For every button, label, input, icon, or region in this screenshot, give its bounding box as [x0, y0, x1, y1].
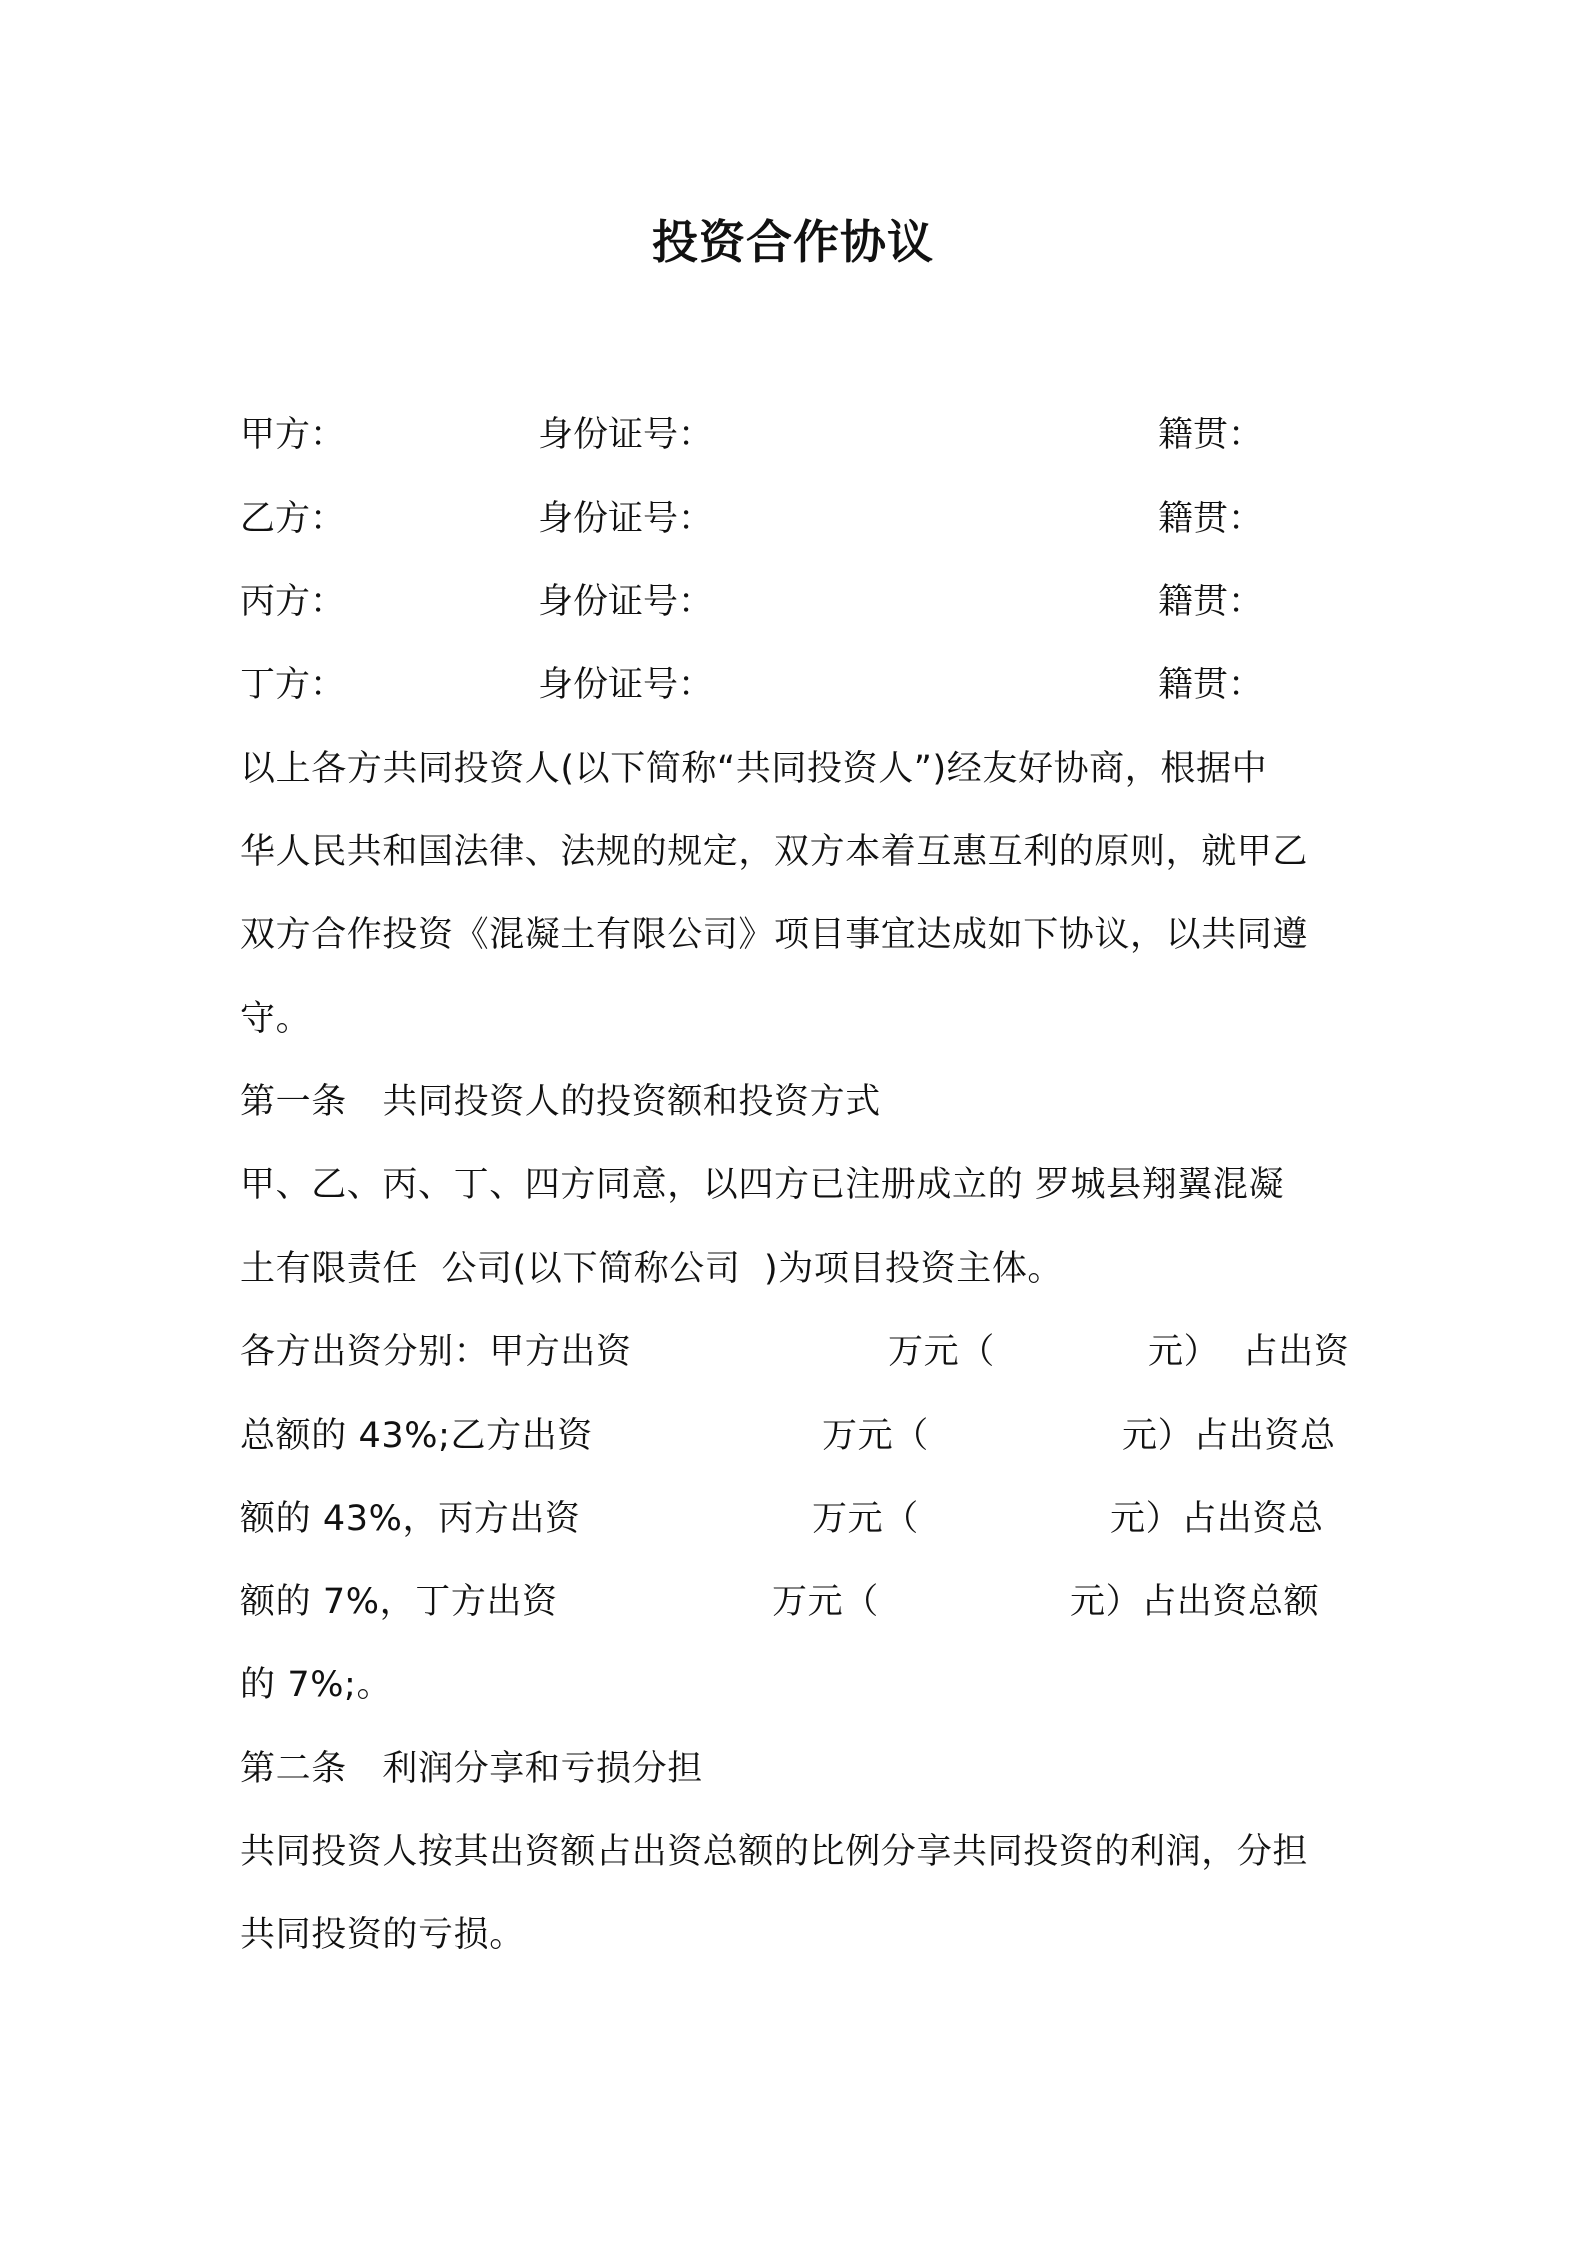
contribution-text: 元） 占出资: [1148, 1332, 1350, 1372]
party-row-c: [240, 577, 1360, 627]
article-1-heading: 第一条 共同投资人的投资额和投资方式: [240, 1082, 881, 1122]
article-2-body-line: 共同投资人按其出资额占出资总额的比例分享共同投资的利润，分担: [240, 1832, 1309, 1872]
native-place-label: 籍贯：: [1158, 665, 1264, 705]
contribution-text: 万元（: [888, 1332, 995, 1372]
native-place-label: 籍贯：: [1158, 415, 1264, 455]
party-row-d: [240, 660, 1360, 710]
document-title: 投资合作协议: [652, 215, 934, 269]
intro-line: 守。: [240, 999, 312, 1039]
article-1-body-line: 土有限责任 公司(以下简称公司 )为项目投资主体。: [240, 1249, 1064, 1289]
article-2-body-line: 共同投资的亏损。: [240, 1915, 525, 1955]
article-1-closing: 的 7%;。: [240, 1665, 393, 1705]
party-row-b: [240, 494, 1360, 544]
article-1-body-line: 甲、乙、丙、丁、四方同意，以四方已注册成立的 罗城县翔翼混凝: [240, 1165, 1285, 1205]
contribution-text: 万元（: [812, 1499, 919, 1539]
article-2-heading: 第二条 利润分享和亏损分担: [240, 1749, 703, 1789]
contribution-text: 元）占出资总: [1122, 1416, 1336, 1456]
id-number-label: 身份证号：: [538, 415, 714, 455]
party-label: 甲方：: [240, 415, 346, 455]
id-number-label: 身份证号：: [538, 499, 714, 539]
contribution-text: 万元（: [822, 1416, 929, 1456]
contribution-text: 各方出资分别：甲方出资: [240, 1332, 632, 1372]
party-label: 丙方：: [240, 582, 346, 622]
id-number-label: 身份证号：: [538, 665, 714, 705]
contribution-text: 元）占出资总额: [1070, 1582, 1320, 1622]
native-place-label: 籍贯：: [1158, 499, 1264, 539]
contribution-text: 元）占出资总: [1110, 1499, 1324, 1539]
intro-line: 双方合作投资《混凝土有限公司》项目事宜达成如下协议，以共同遵: [240, 915, 1309, 955]
contribution-text: 万元（: [772, 1582, 879, 1622]
party-row-a: [240, 410, 1360, 460]
intro-line: 以上各方共同投资人(以下简称“共同投资人”)经友好协商，根据中: [240, 749, 1268, 789]
contribution-text: 额的 7%，丁方出资: [240, 1582, 558, 1622]
party-label: 乙方：: [240, 499, 346, 539]
contribution-text: 额的 43%，丙方出资: [240, 1499, 581, 1539]
id-number-label: 身份证号：: [538, 582, 714, 622]
native-place-label: 籍贯：: [1158, 582, 1264, 622]
party-label: 丁方：: [240, 665, 346, 705]
intro-line: 华人民共和国法律、法规的规定，双方本着互惠互利的原则，就甲乙: [240, 832, 1309, 872]
contribution-text: 总额的 43%;乙方出资: [240, 1416, 593, 1456]
